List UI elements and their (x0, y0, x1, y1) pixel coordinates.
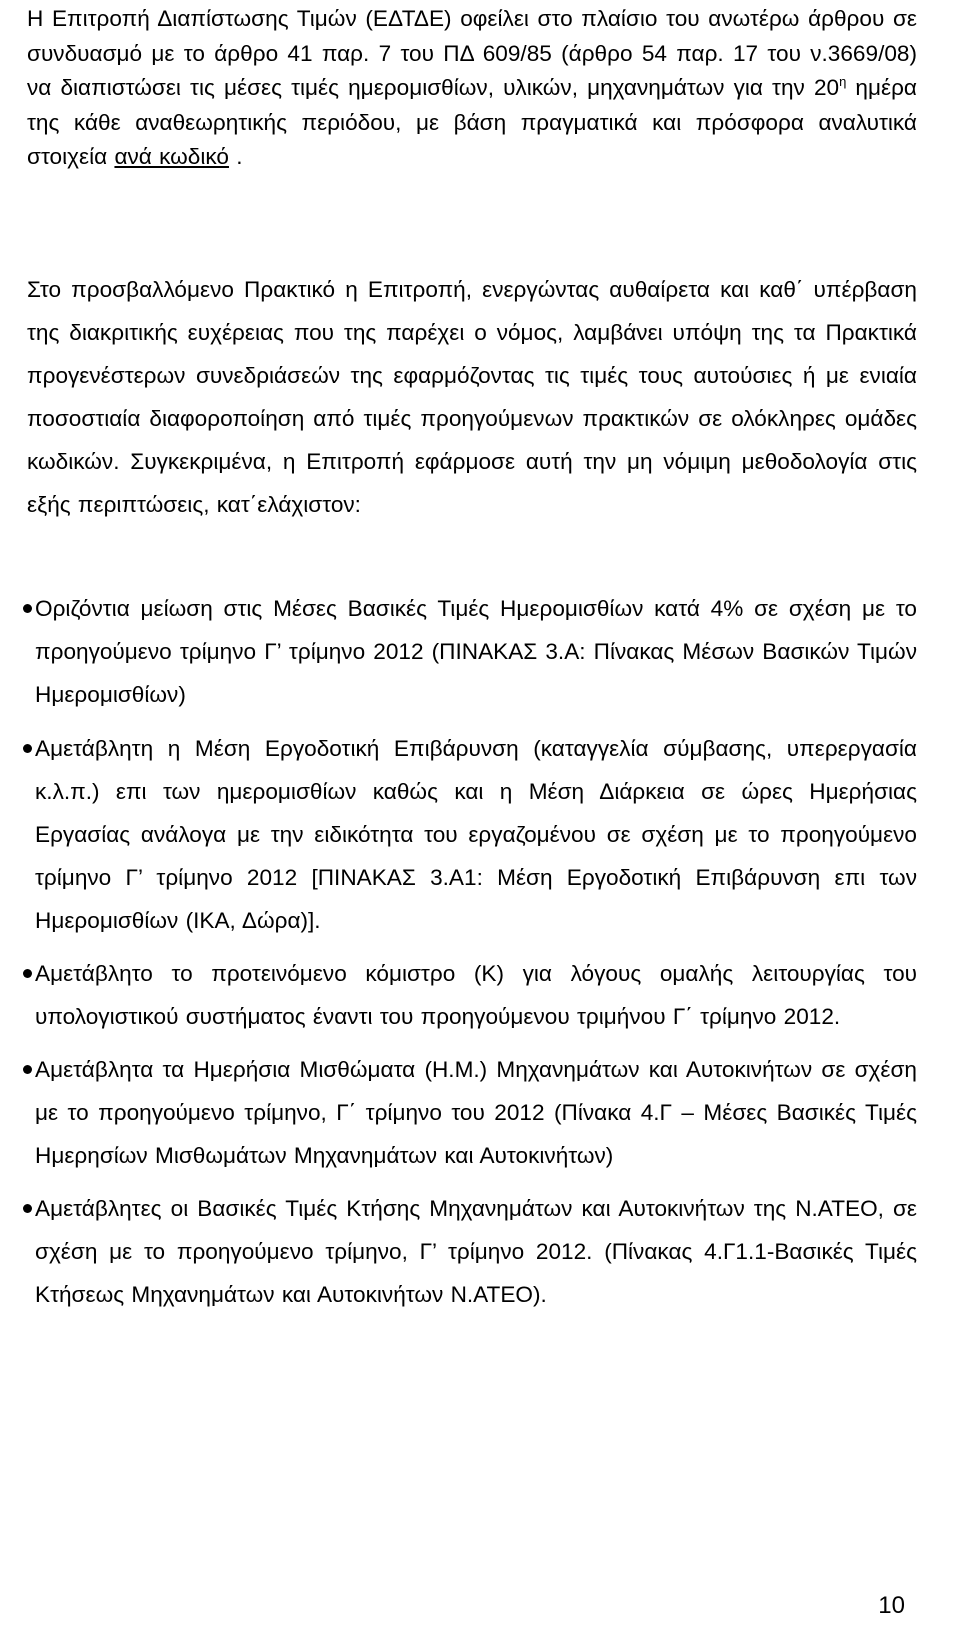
list-item (27, 1187, 917, 1316)
list-item-text: Αμετάβλητα τα Ημερήσια Μισθώματα (Η.Μ.) Μηχανημάτων και Αυτοκινήτων σε σχέση με το προηγούμενο τρίμηνο, Γ΄ τρίμηνο του 2012 (Πίνακα 4.Γ – Μέσες Βασικές Τιμές Ημερησίων Μισθωμάτων Μηχανημάτων και Αυτοκινήτων) (35, 1057, 917, 1168)
main-paragraph: Στο προσβαλλόμενο Πρακτικό η Επιτροπή, ενεργώντας αυθαίρετα και καθ΄ υπέρβαση της διακριτικής ευχέρειας που της παρέχει ο νόμος, λαμβάνει υπόψη της τα Πρακτικά προγενέστερων συνεδριάσεών της εφαρμόζοντας τις τιμές τους αυτούσιες ή με ενιαία ποσοστιαία διαφοροποίηση από τιμές προηγούμενων πρακτικών σε ολόκληρες ομάδες κωδικών. Συγκεκριμένα, η Επιτροπή εφάρμοσε αυτή την μη νόμιμη μεθοδολογία στις εξής περιπτώσεις, κατ΄ελάχιστον: (27, 277, 917, 517)
bullet-icon (23, 1065, 32, 1074)
intro-superscript: η (839, 74, 847, 90)
intro-paragraph (27, 2, 917, 175)
bullet-icon (23, 1204, 32, 1213)
list-item (27, 1048, 917, 1177)
list-item (27, 727, 917, 942)
cases-list (27, 587, 917, 1316)
page-number: 10 (878, 1592, 905, 1619)
bullet-icon (23, 744, 32, 753)
list-item-text: Αμετάβλητο το προτεινόμενο κόμιστρο (Κ) για λόγους ομαλής λειτουργίας του υπολογιστικού συστήματος έναντι του προηγούμενου τριμήνου Γ΄ τρίμηνο 2012. (35, 961, 917, 1029)
bullet-icon (23, 969, 32, 978)
intro-text-end: . (228, 144, 243, 170)
list-item-text: Αμετάβλητες οι Βασικές Τιμές Κτήσης Μηχανημάτων και Αυτοκινήτων της Ν.ΑΤΕΟ, σε σχέση με το προηγούμενο τρίμηνο, Γ’ τρίμηνο 2012. (Πίνακας 4.Γ1.1-Βασικές Τιμές Κτήσεως Μηχανημάτων και Αυτοκινήτων Ν.ΑΤΕΟ). (35, 1196, 917, 1307)
intro-text-part1: Η Επιτροπή Διαπίστωσης Τιμών (ΕΔΤΔΕ) οφείλει στο πλαίσιο του ανωτέρω άρθρου σε συνδυασμό με το άρθρο 41 παρ. 7 του ΠΔ 609/85 (άρθρο 54 παρ. 17 του ν.3669/08) να διαπιστώσει τις μέσες τιμές ημερομισθίων, υλικών, μηχανημάτων για την 20 (27, 6, 917, 101)
intro-text-part2: ημέρα της κάθε αναθεωρητικής περιόδου, με βάση πραγματικά και πρόσφορα αναλυτικά στοιχεία (27, 75, 917, 170)
underlined-phrase: ανά κωδικό (114, 144, 229, 170)
document-page (27, 0, 917, 1637)
list-item-text: Αμετάβλητη η Μέση Εργοδοτική Επιβάρυνση (καταγγελία σύμβασης, υπερεργασία κ.λ.π.) επι των ημερομισθίων καθώς και η Μέση Διάρκεια σε ώρες Ημερήσιας Εργασίας ανάλογα με την ειδικότητα του εργαζομένου σε σχέση με το προηγούμενο τρίμηνο Γ’ τρίμηνο 2012 [ΠΙΝΑΚΑΣ 3.Α1: Μέση Εργοδοτική Επιβάρυνση επι των Ημερομισθίων (ΙΚΑ, Δώρα)]. (35, 736, 917, 933)
list-item-text: Οριζόντια μείωση στις Μέσες Βασικές Τιμές Ημερομισθίων κατά 4% σε σχέση με το προηγούμενο τρίμηνο Γ’ τρίμηνο 2012 (ΠΙΝΑΚΑΣ 3.Α: Πίνακας Μέσων Βασικών Τιμών Ημερομισθίων) (35, 596, 917, 707)
bullet-icon (23, 604, 32, 613)
list-item (27, 587, 917, 716)
list-item (27, 952, 917, 1038)
